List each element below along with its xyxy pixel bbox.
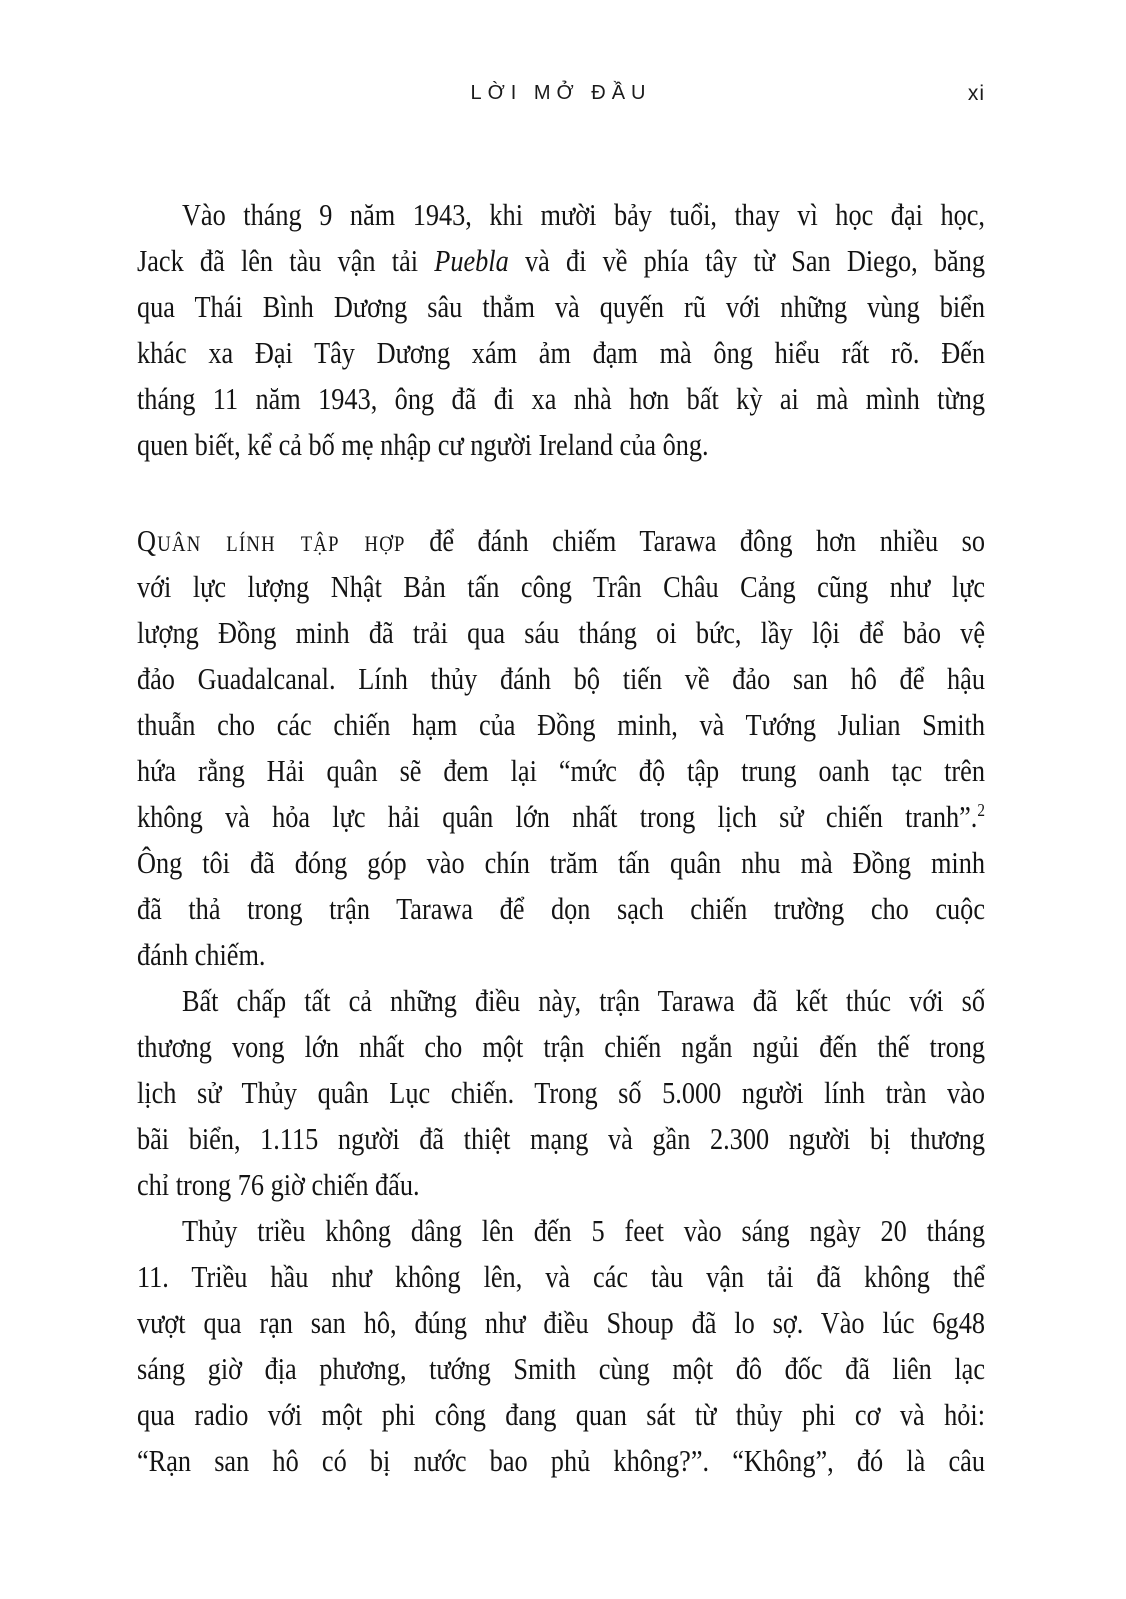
text-run: và đi về phía tây từ San Diego, băng [508, 243, 985, 278]
text-run: đảo Guadalcanal. Lính thủy đánh bộ tiến về đảo san hô để hậu [137, 661, 985, 696]
text-run: Ông tôi đã đóng góp vào chín trăm tấn quân nhu mà Đồng minh [137, 845, 985, 880]
text-run: bãi biển, 1.115 người đã thiệt mạng và gần 2.300 người bị thương [137, 1121, 985, 1156]
text-line [137, 748, 985, 794]
text-run: khác xa Đại Tây Dương xám ảm đạm mà ông hiểu rất rõ. Đến [137, 335, 985, 370]
text-line [137, 422, 985, 468]
text-column [137, 192, 985, 1484]
text-line [137, 1392, 985, 1438]
text-run: không và hỏa lực hải quân lớn nhất trong lịch sử chiến tranh”. [137, 799, 978, 834]
text-line [137, 564, 985, 610]
body-text [137, 192, 985, 1484]
smallcaps-text-run: Quân lính tập hợp [137, 523, 406, 558]
text-run: lịch sử Thủy quân Lục chiến. Trong số 5.000 người lính tràn vào [137, 1075, 985, 1110]
text-run: lượng Đồng minh đã trải qua sáu tháng oi bức, lầy lội để bảo vệ [137, 615, 985, 650]
text-line [137, 886, 985, 932]
text-run: đánh chiếm. [137, 937, 266, 972]
text-line [137, 794, 985, 840]
text-run: quen biết, kể cả bố mẹ nhập cư người Ireland của ông. [137, 427, 709, 462]
paragraph [137, 978, 985, 1208]
text-line [137, 702, 985, 748]
text-line [137, 610, 985, 656]
paragraph [137, 518, 985, 978]
text-run: hứa rằng Hải quân sẽ đem lại “mức độ tập trung oanh tạc trên [137, 753, 985, 788]
text-run: thuẫn cho các chiến hạm của Đồng minh, và Tướng Julian Smith [137, 707, 985, 742]
text-line [137, 1438, 985, 1484]
text-line [137, 1208, 985, 1254]
page-number: xi [967, 82, 985, 105]
paragraph [137, 192, 985, 468]
text-run: chỉ trong 76 giờ chiến đấu. [137, 1167, 420, 1202]
text-line [137, 1024, 985, 1070]
running-header [137, 82, 985, 112]
text-run: tháng 11 năm 1943, ông đã đi xa nhà hơn bất kỳ ai mà mình từng [137, 381, 985, 416]
text-run: để đánh chiếm Tarawa đông hơn nhiều so [405, 523, 985, 558]
text-run: Thủy triều không dâng lên đến 5 feet vào sáng ngày 20 tháng [181, 1213, 986, 1248]
text-run: qua Thái Bình Dương sâu thẳm và quyến rũ với những vùng biển [137, 289, 985, 324]
text-run: Vào tháng 9 năm 1943, khi mười bảy tuổi, thay vì học đại học, [181, 197, 986, 232]
text-run: 11. Triều hầu như không lên, và các tàu vận tải đã không thể [137, 1259, 985, 1294]
text-run: qua radio với một phi công đang quan sát từ thủy phi cơ và hỏi: [137, 1397, 985, 1432]
text-run: với lực lượng Nhật Bản tấn công Trân Châu Cảng cũng như lực [137, 569, 985, 604]
text-run: Jack đã lên tàu vận tải [137, 243, 435, 278]
text-line [137, 518, 985, 564]
italic-text-run: Puebla [434, 243, 509, 278]
chapter-title: LỜI MỞ ĐẦU [470, 82, 652, 104]
text-line [137, 1116, 985, 1162]
text-line [137, 840, 985, 886]
text-line [137, 1346, 985, 1392]
text-run: vượt qua rạn san hô, đúng như điều Shoup đã lo sợ. Vào lúc 6g48 [137, 1305, 985, 1340]
text-line [137, 978, 985, 1024]
text-line [137, 656, 985, 702]
text-line [137, 1070, 985, 1116]
sup-text-run: 2 [977, 800, 985, 821]
text-run: Bất chấp tất cả những điều này, trận Tarawa đã kết thúc với số [181, 983, 986, 1018]
text-line [137, 1162, 985, 1208]
text-run: thương vong lớn nhất cho một trận chiến ngắn ngủi đến thế trong [137, 1029, 985, 1064]
text-line [137, 1300, 985, 1346]
text-line [137, 376, 985, 422]
text-line [137, 1254, 985, 1300]
text-run: đã thả trong trận Tarawa để dọn sạch chiến trường cho cuộc [137, 891, 985, 926]
text-line [137, 238, 985, 284]
text-line [137, 330, 985, 376]
paragraph [137, 1208, 985, 1484]
text-line [137, 284, 985, 330]
text-line [137, 932, 985, 978]
text-run: sáng giờ địa phương, tướng Smith cùng một đô đốc đã liên lạc [137, 1351, 985, 1386]
text-run: “Rạn san hô có bị nước bao phủ không?”. “Không”, đó là câu [137, 1443, 985, 1478]
text-line [137, 192, 985, 238]
